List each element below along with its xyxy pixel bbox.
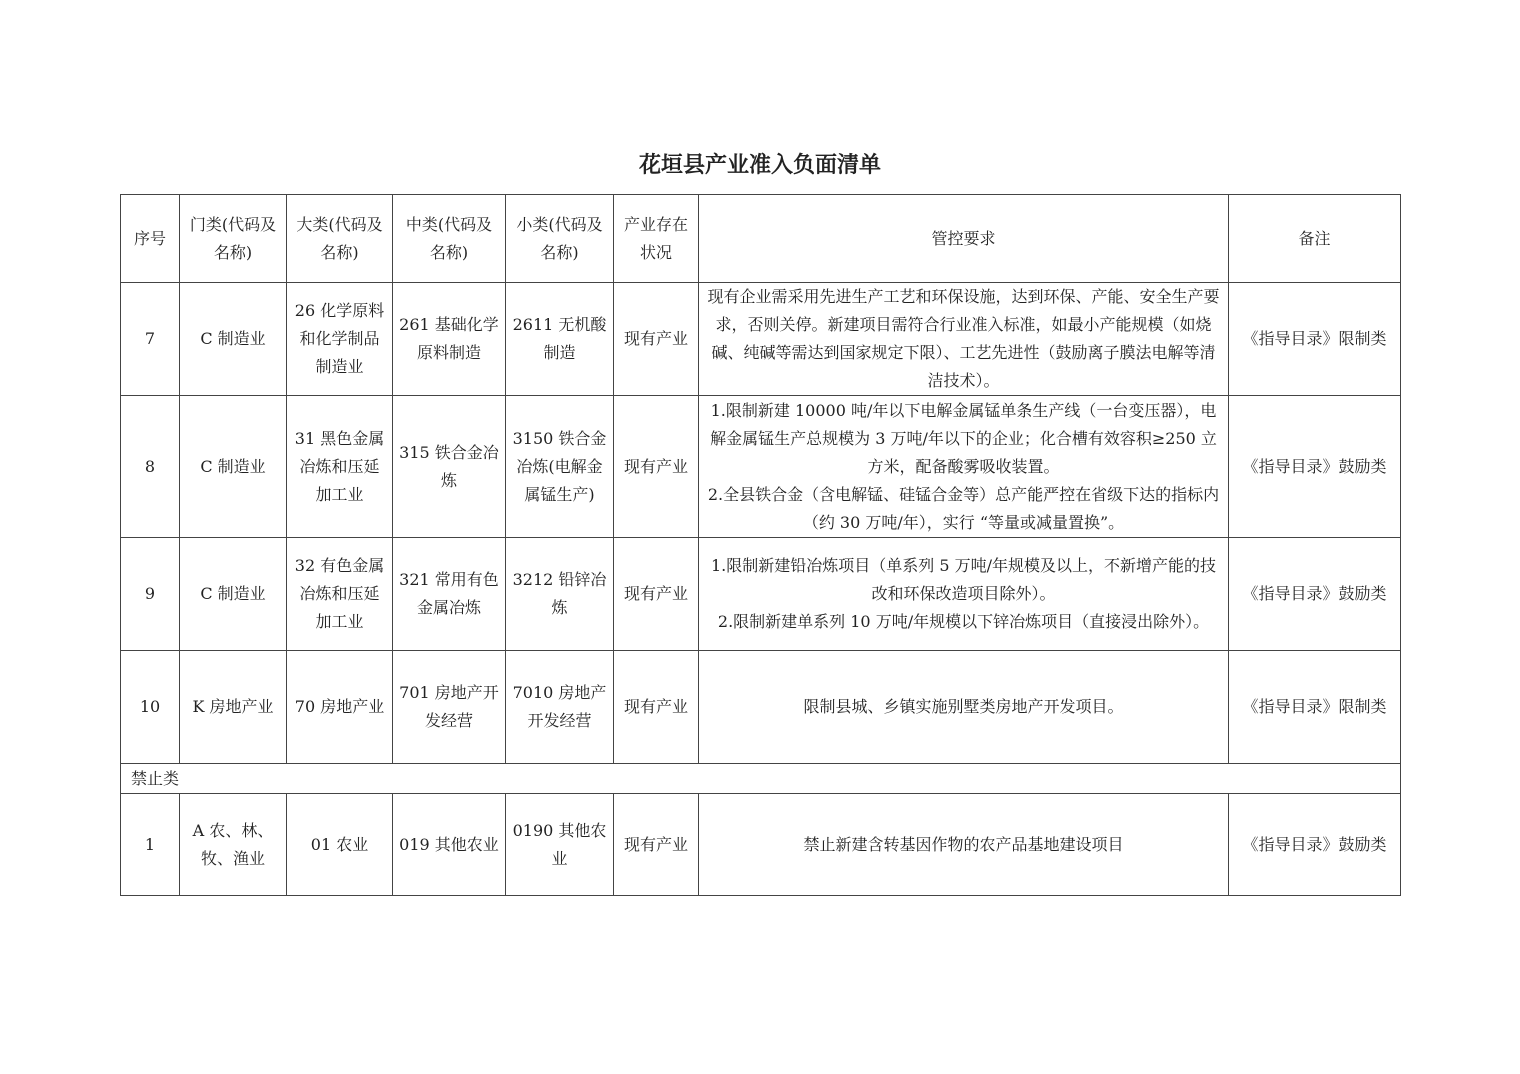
column-header-zhonglei: 中类(代码及名称) <box>393 195 506 283</box>
cell-menlei: C 制造业 <box>180 283 287 396</box>
cell-xiaolei: 0190 其他农业 <box>506 794 614 896</box>
table-row <box>121 283 1401 396</box>
column-header-seq: 序号 <box>121 195 180 283</box>
cell-menlei: A 农、林、牧、渔业 <box>180 794 287 896</box>
cell-status: 现有产业 <box>614 396 699 538</box>
cell-remarks: 《指导目录》鼓励类 <box>1229 794 1401 896</box>
cell-seq: 9 <box>121 538 180 651</box>
requirement-text: 现有企业需采用先进生产工艺和环保设施，达到环保、产能、安全生产要求，否则关停。新建项目需符合行业准入标准，如最小产能规模（如烧碱、纯碱等需达到国家规定下限）、工艺先进性（鼓励离子膜法电解等清洁技术）。 <box>707 287 1220 390</box>
requirement-text: 禁止新建含转基因作物的农产品基地建设项目 <box>803 834 1124 854</box>
requirement-text: 1.限制新建铅冶炼项目（单系列 5 万吨/年规模及以上，不新增产能的技改和环保改造项目除外）。 <box>710 556 1216 603</box>
cell-xiaolei: 3150 铁合金冶炼(电解金属锰生产) <box>506 396 614 538</box>
section-label: 禁止类 <box>121 764 1401 794</box>
requirement-text: 2.全县铁合金（含电解锰、硅锰合金等）总产能严控在省级下达的指标内（约 30 万吨/年），实行 “等量或减量置换”。 <box>707 484 1220 532</box>
cell-requirements <box>699 396 1229 538</box>
cell-menlei: C 制造业 <box>180 538 287 651</box>
cell-zhonglei: 315 铁合金冶炼 <box>393 396 506 538</box>
cell-remarks: 《指导目录》鼓励类 <box>1229 538 1401 651</box>
cell-requirements <box>699 283 1229 396</box>
negative-list-table <box>120 194 1401 896</box>
cell-requirements <box>699 794 1229 896</box>
column-header-remarks: 备注 <box>1229 195 1401 283</box>
section-row-prohibited <box>121 764 1401 794</box>
table-row <box>121 396 1401 538</box>
cell-seq: 8 <box>121 396 180 538</box>
cell-zhonglei: 321 常用有色金属冶炼 <box>393 538 506 651</box>
cell-seq: 7 <box>121 283 180 396</box>
cell-dalei: 26 化学原料和化学制品制造业 <box>287 283 393 396</box>
cell-dalei: 70 房地产业 <box>287 651 393 764</box>
table-header-row <box>121 195 1401 283</box>
cell-zhonglei: 701 房地产开发经营 <box>393 651 506 764</box>
cell-status: 现有产业 <box>614 283 699 396</box>
document-title: 花垣县产业准入负面清单 <box>638 153 881 178</box>
cell-seq: 10 <box>121 651 180 764</box>
column-header-status: 产业存在状况 <box>614 195 699 283</box>
cell-menlei: C 制造业 <box>180 396 287 538</box>
requirement-text: 1.限制新建 10000 吨/年以下电解金属锰单条生产线（一台变压器），电解金属锰生产总规模为 3 万吨/年以下的企业；化合槽有效容积≥250 立方米，配备酸雾吸收装置。 <box>710 400 1217 476</box>
cell-remarks: 《指导目录》限制类 <box>1229 651 1401 764</box>
cell-zhonglei: 019 其他农业 <box>393 794 506 896</box>
cell-status: 现有产业 <box>614 794 699 896</box>
column-header-dalei: 大类(代码及名称) <box>287 195 393 283</box>
cell-xiaolei: 2611 无机酸制造 <box>506 283 614 396</box>
cell-menlei: K 房地产业 <box>180 651 287 764</box>
table-row <box>121 651 1401 764</box>
cell-requirements <box>699 538 1229 651</box>
cell-remarks: 《指导目录》鼓励类 <box>1229 396 1401 538</box>
cell-remarks: 《指导目录》限制类 <box>1229 283 1401 396</box>
cell-status: 现有产业 <box>614 538 699 651</box>
column-header-xiaolei: 小类(代码及名称) <box>506 195 614 283</box>
cell-dalei: 32 有色金属冶炼和压延加工业 <box>287 538 393 651</box>
column-header-requirements: 管控要求 <box>699 195 1229 283</box>
cell-requirements <box>699 651 1229 764</box>
requirement-text: 2.限制新建单系列 10 万吨/年规模以下锌冶炼项目（直接浸出除外）。 <box>717 612 1210 631</box>
cell-xiaolei: 7010 房地产开发经营 <box>506 651 614 764</box>
cell-dalei: 31 黑色金属冶炼和压延加工业 <box>287 396 393 538</box>
table-row <box>121 794 1401 896</box>
cell-zhonglei: 261 基础化学原料制造 <box>393 283 506 396</box>
column-header-menlei: 门类(代码及名称) <box>180 195 287 283</box>
cell-seq: 1 <box>121 794 180 896</box>
cell-dalei: 01 农业 <box>287 794 393 896</box>
cell-xiaolei: 3212 铅锌冶炼 <box>506 538 614 651</box>
requirement-text: 限制县城、乡镇实施别墅类房地产开发项目。 <box>803 697 1124 716</box>
table-row <box>121 538 1401 651</box>
cell-status: 现有产业 <box>614 651 699 764</box>
